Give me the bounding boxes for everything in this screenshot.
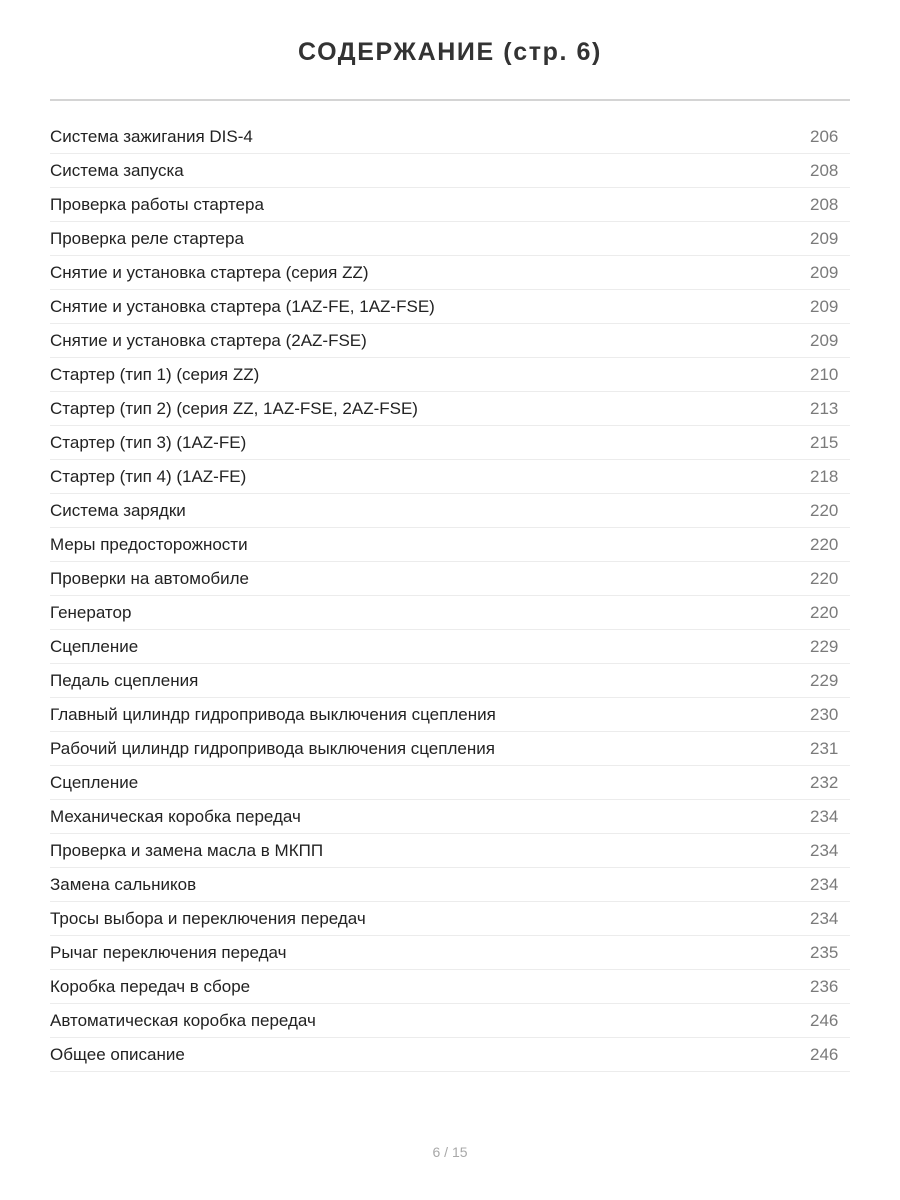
toc-entry-title: Коробка передач в сборе bbox=[50, 976, 251, 996]
toc-entry-page-number: 220 bbox=[810, 534, 839, 554]
toc-entry-page-number: 230 bbox=[810, 704, 839, 724]
toc-entry-title: Проверка работы стартера bbox=[50, 194, 264, 214]
toc-entry-title: Снятие и установка стартера (1AZ-FE, 1AZ-FSE) bbox=[50, 296, 435, 316]
toc-entry-title: Проверка и замена масла в МКПП bbox=[50, 840, 324, 860]
toc-entry-title: Стартер (тип 4) (1AZ-FE) bbox=[50, 466, 247, 486]
toc-entry[interactable] bbox=[50, 562, 850, 596]
toc-entry-page-number: 218 bbox=[810, 466, 839, 486]
toc-entry[interactable] bbox=[50, 426, 850, 460]
toc-entry-page-number: 234 bbox=[810, 908, 839, 928]
toc-entry-page-number: 215 bbox=[810, 432, 839, 452]
toc-entry[interactable] bbox=[50, 256, 850, 290]
toc-entry-title: Система зажигания DIS-4 bbox=[50, 126, 253, 146]
toc-entry-title: Педаль сцепления bbox=[50, 670, 199, 690]
toc-entry-page-number: 236 bbox=[810, 976, 839, 996]
toc-list bbox=[50, 120, 850, 1072]
page-pagination: 6 / 15 bbox=[432, 1144, 468, 1160]
toc-entry-page-number: 208 bbox=[810, 160, 839, 180]
toc-entry[interactable] bbox=[50, 970, 850, 1004]
toc-entry-title: Сцепление bbox=[50, 772, 139, 792]
toc-entry-page-number: 213 bbox=[810, 398, 839, 418]
toc-entry-page-number: 209 bbox=[810, 262, 839, 282]
toc-entry-page-number: 210 bbox=[810, 364, 839, 384]
toc-entry-page-number: 220 bbox=[810, 568, 839, 588]
toc-entry-title: Меры предосторожности bbox=[50, 534, 248, 554]
toc-entry[interactable] bbox=[50, 528, 850, 562]
toc-entry-page-number: 229 bbox=[810, 670, 839, 690]
toc-entry-title: Автоматическая коробка передач bbox=[50, 1010, 316, 1030]
toc-entry[interactable] bbox=[50, 290, 850, 324]
toc-entry[interactable] bbox=[50, 1038, 850, 1072]
toc-entry-page-number: 209 bbox=[810, 228, 839, 248]
toc-entry-page-number: 234 bbox=[810, 806, 839, 826]
toc-entry-title: Механическая коробка передач bbox=[50, 806, 301, 826]
toc-entry[interactable] bbox=[50, 902, 850, 936]
toc-entry-page-number: 231 bbox=[810, 738, 839, 758]
toc-entry[interactable] bbox=[50, 1004, 850, 1038]
toc-entry[interactable] bbox=[50, 766, 850, 800]
toc-entry[interactable] bbox=[50, 494, 850, 528]
toc-entry-title: Снятие и установка стартера (2AZ-FSE) bbox=[50, 330, 367, 350]
toc-entry[interactable] bbox=[50, 664, 850, 698]
toc-entry-page-number: 229 bbox=[810, 636, 839, 656]
toc-entry[interactable] bbox=[50, 358, 850, 392]
toc-entry[interactable] bbox=[50, 630, 850, 664]
page-title: СОДЕРЖАНИЕ (стр. 6) bbox=[298, 38, 602, 66]
toc-entry[interactable] bbox=[50, 834, 850, 868]
toc-entry[interactable] bbox=[50, 188, 850, 222]
toc-entry[interactable] bbox=[50, 324, 850, 358]
toc-entry-page-number: 206 bbox=[810, 126, 839, 146]
toc-entry-page-number: 209 bbox=[810, 296, 839, 316]
toc-entry-title: Тросы выбора и переключения передач bbox=[50, 908, 366, 928]
toc-entry-title: Генератор bbox=[50, 602, 132, 622]
toc-entry-page-number: 220 bbox=[810, 602, 839, 622]
toc-entry-title: Стартер (тип 1) (серия ZZ) bbox=[50, 364, 260, 384]
toc-entry-title: Система запуска bbox=[50, 160, 184, 180]
toc-entry[interactable] bbox=[50, 868, 850, 902]
toc-entry-title: Общее описание bbox=[50, 1044, 185, 1064]
toc-entry-page-number: 232 bbox=[810, 772, 839, 792]
toc-entry[interactable] bbox=[50, 800, 850, 834]
toc-entry-title: Система зарядки bbox=[50, 500, 186, 520]
toc-entry[interactable] bbox=[50, 936, 850, 970]
toc-entry-title: Проверки на автомобиле bbox=[50, 568, 250, 588]
toc-entry-page-number: 209 bbox=[810, 330, 839, 350]
toc-entry-title: Рычаг переключения передач bbox=[50, 942, 287, 962]
toc-entry[interactable] bbox=[50, 732, 850, 766]
toc-entry-page-number: 234 bbox=[810, 840, 839, 860]
toc-entry-page-number: 220 bbox=[810, 500, 839, 520]
toc-entry-page-number: 208 bbox=[810, 194, 839, 214]
toc-entry[interactable] bbox=[50, 698, 850, 732]
toc-entry-title: Стартер (тип 2) (серия ZZ, 1AZ-FSE, 2AZ-FSE) bbox=[50, 398, 418, 418]
toc-entry-title: Рабочий цилиндр гидропривода выключения сцепления bbox=[50, 738, 495, 758]
toc-entry-title: Проверка реле стартера bbox=[50, 228, 244, 248]
toc-entry-page-number: 246 bbox=[810, 1044, 839, 1064]
toc-entry-title: Сцепление bbox=[50, 636, 139, 656]
toc-entry-title: Главный цилиндр гидропривода выключения сцепления bbox=[50, 704, 496, 724]
toc-entry-title: Замена сальников bbox=[50, 874, 197, 894]
toc-entry[interactable] bbox=[50, 154, 850, 188]
toc-entry[interactable] bbox=[50, 222, 850, 256]
toc-entry-page-number: 235 bbox=[810, 942, 839, 962]
toc-entry-title: Стартер (тип 3) (1AZ-FE) bbox=[50, 432, 247, 452]
toc-entry[interactable] bbox=[50, 596, 850, 630]
toc-entry-page-number: 246 bbox=[810, 1010, 839, 1030]
title-divider bbox=[50, 99, 850, 101]
toc-entry-title: Снятие и установка стартера (серия ZZ) bbox=[50, 262, 369, 282]
toc-entry[interactable] bbox=[50, 460, 850, 494]
toc-entry[interactable] bbox=[50, 392, 850, 426]
toc-entry[interactable] bbox=[50, 120, 850, 154]
toc-entry-page-number: 234 bbox=[810, 874, 839, 894]
